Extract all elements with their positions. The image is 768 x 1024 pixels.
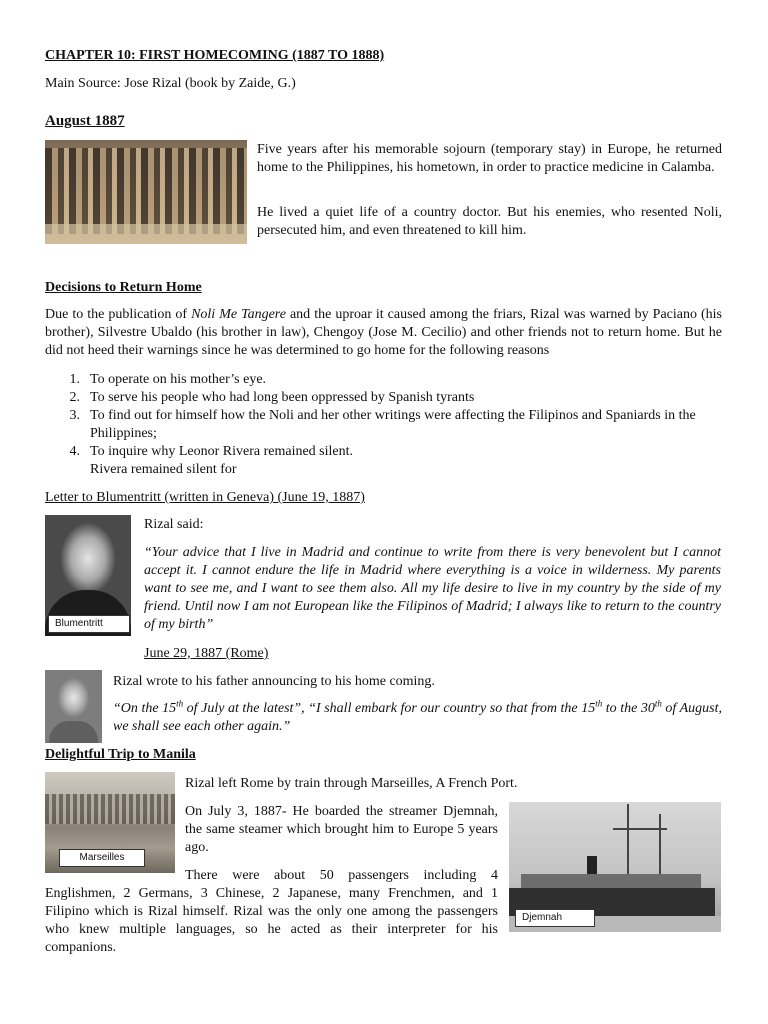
august-paragraph-1: Five years after his memorable sojourn (temporary stay) in Europe, he returned home to the Philippines, his hometown, in order to practice medicine in Calamba. <box>257 142 722 175</box>
section-heading-decisions: Decisions to Return Home <box>45 280 202 295</box>
trip-paragraph-2: On July 3, 1887- He boarded the streamer Djemnah, the same steamer which brought him to Europe 5 years ago. <box>185 804 498 855</box>
trip-paragraph-1: Rizal left Rome by train through Marseilles, A French Port. <box>185 776 518 791</box>
letter-heading: Letter to Blumentritt (written in Geneva) (June 19, 1887) <box>45 490 365 505</box>
list-item: 2. To serve his people who had long been oppressed by Spanish tyrants <box>69 390 475 405</box>
section-heading-trip: Delightful Trip to Manila <box>45 747 196 762</box>
list-item: Rivera remained silent for <box>90 462 237 477</box>
blumentritt-quote: “Your advice that I live in Madrid and continue to write from there is very benevolent but I cannot accept it. I cannot endure the life in Madrid where everything is a voice in wilderness. My parents want to see me, and I want to see them also. All my life desire to live in my country by the side of my friend. Until now I am not European like the Filipinos of Madrid; I always like to return to the country of my birth” <box>144 545 721 632</box>
reasons-list <box>45 371 722 479</box>
blumentritt-caption: Blumentritt <box>48 615 130 633</box>
rizal-said-text: Rizal said: <box>144 517 204 532</box>
source-line: Main Source: Jose Rizal (book by Zaide, G.) <box>45 76 296 91</box>
rome-paragraph: Rizal wrote to his father announcing to his home coming. <box>113 674 435 689</box>
marseilles-photo <box>45 772 175 873</box>
decisions-paragraph: Due to the publication of Noli Me Tangere and the uproar it caused among the friars, Rizal was warned by Paciano (his brother), Silvestre Ubaldo (his brother in law), Chengoy (Jose M. Cecilio) and other friends not to return home. But he did not heed their warnings since he was determined to go home for the following reasons <box>45 307 722 358</box>
trip-paragraph-3-start: There were about 50 passengers including 4 <box>185 868 498 883</box>
rome-heading: June 29, 1887 (Rome) <box>144 646 269 661</box>
blumentritt-portrait <box>45 515 131 636</box>
marseilles-caption: Marseilles <box>59 849 145 867</box>
august-paragraph-2: He lived a quiet life of a country doctor. But his enemies, who resented Noli, persecuted him, and even threatened to kill him. <box>257 205 722 238</box>
list-item: 3. To find out for himself how the Noli and her other writings were affecting the Filipinos and Spaniards in the Philippines; <box>69 408 696 441</box>
father-quote: “On the 15th of July at the latest”, “I shall embark for our country so that from the 15th to the 30th of August, we shall see each other again.” <box>113 698 722 734</box>
trip-paragraph-3-rest: Englishmen, 2 Germans, 3 Chinese, 2 Japanese, many Frenchmen, and 1 Filipino which is Rizal himself. Rizal was the only one among the passengers who knew multiple languages, so he acted as their interpreter for his companions. <box>45 886 498 955</box>
group-photo <box>45 140 247 244</box>
djemnah-ship-photo <box>509 802 721 932</box>
page-title: CHAPTER 10: FIRST HOMECOMING (1887 TO 1888) <box>45 48 385 63</box>
section-heading-august: August 1887 <box>45 113 125 129</box>
djemnah-caption: Djemnah <box>515 909 595 927</box>
list-item: 1. To operate on his mother’s eye. <box>69 372 267 387</box>
rizal-portrait <box>45 670 102 743</box>
list-item: 4. To inquire why Leonor Rivera remained silent. <box>69 444 353 459</box>
